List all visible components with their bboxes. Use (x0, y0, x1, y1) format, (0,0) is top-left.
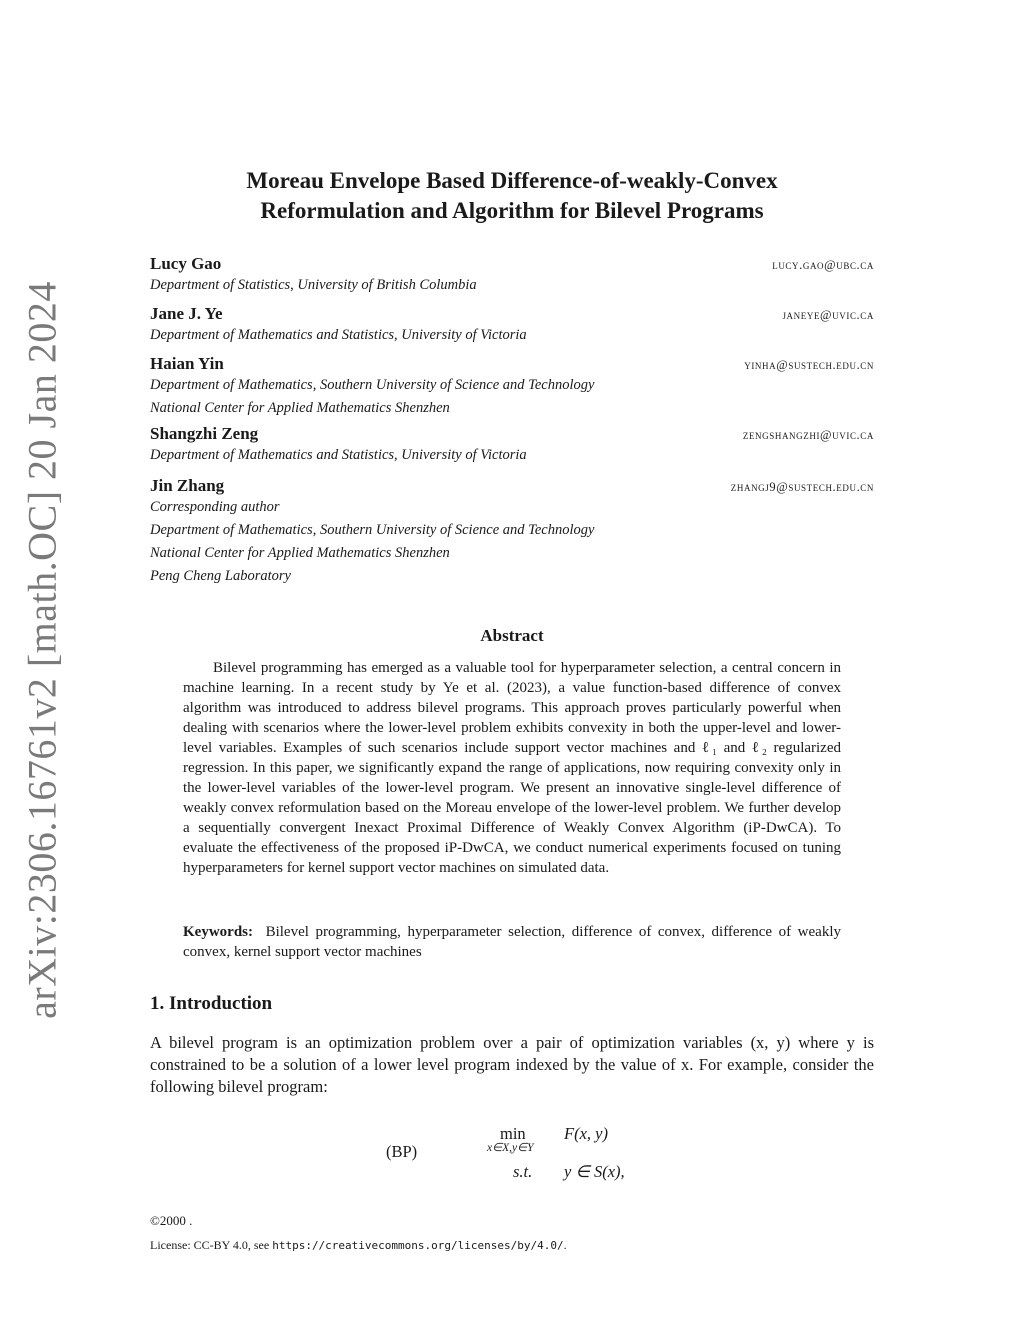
author-block (150, 424, 874, 467)
author-affiliation: National Center for Applied Mathematics Shenzhen (150, 545, 450, 561)
license-prefix: License: CC-BY 4.0, see (150, 1238, 273, 1252)
license-link[interactable]: https://creativecommons.org/licenses/by/4.0/ (272, 1239, 564, 1252)
keywords (183, 922, 841, 962)
abstract-text: Bilevel programming has emerged as a valuable tool for hyperparameter selection, a central concern in machine learning. In a recent study by Ye et al. (2023), a value function-based difference of convex algorithm was introduced to address bilevel programs. This approach proves particularly powerful when dealing with scenarios where the lower-level problem exhibits convexity in both the upper-level and lower-level variables. Examples of such scenarios include support vector machines and ℓ₁ and ℓ₂ regularized regression. In this paper, we significantly expand the range of applications, now requiring convexity only in the lower-level variables of the lower-level program. We present an innovative single-level difference of weakly convex reformulation based on the Moreau envelope of the lower-level problem. We further develop a sequentially convergent Inexact Proximal Difference of Weakly Convex Algorithm (iP-DwCA). To evaluate the effectiveness of the proposed iP-DwCA, we conduct numerical experiments focused on tuning hyperparameters for kernel support vector machines on simulated data. (183, 660, 841, 876)
author-name: Shangzhi Zeng (150, 424, 259, 443)
author-name: Haian Yin (150, 354, 224, 373)
author-email[interactable]: janeye@uvic.ca (782, 308, 874, 322)
author-affiliation: Department of Mathematics and Statistics, University of Victoria (150, 327, 527, 343)
equation-min: min (500, 1124, 526, 1143)
equation-constraint: y ∈ S(x), (564, 1162, 625, 1181)
keywords-label: Keywords: (183, 924, 253, 940)
arxiv-identifier: arXiv:2306.16761v2 [math.OC] 20 Jan 2024 (19, 281, 65, 1019)
paper-title (150, 166, 874, 226)
author-affiliation: National Center for Applied Mathematics Shenzhen (150, 400, 450, 416)
title-line-2: Reformulation and Algorithm for Bilevel Programs (260, 198, 764, 223)
author-email[interactable]: yinha@sustech.edu.cn (744, 358, 874, 372)
equation-objective: F(x, y) (564, 1124, 608, 1143)
author-block (150, 254, 874, 297)
author-email[interactable]: zhangj9@sustech.edu.cn (730, 480, 874, 494)
author-affiliation: Department of Mathematics, Southern University of Science and Technology (150, 522, 595, 538)
license-notice (150, 1238, 567, 1253)
author-name: Lucy Gao (150, 254, 222, 273)
author-block (150, 476, 874, 588)
author-affiliation: Department of Mathematics and Statistics, University of Victoria (150, 447, 527, 463)
copyright-notice: ©2000 . (150, 1213, 193, 1228)
equation-min-subscript: x∈X,y∈Y (487, 1142, 534, 1154)
author-email[interactable]: zengshangzhi@uvic.ca (742, 428, 874, 442)
author-affiliation: Corresponding author (150, 499, 280, 515)
equation-subject-to: s.t. (513, 1162, 533, 1181)
intro-paragraph: A bilevel program is an optimization problem over a pair of optimization variables (x, y) where y is constrained to be a solution of a lower level program indexed by the value of x. For example, consider the following bilevel program: (150, 1033, 874, 1096)
author-email[interactable]: lucy.gao@ubc.ca (772, 258, 874, 272)
author-affiliation: Department of Statistics, University of British Columbia (150, 277, 477, 293)
author-block (150, 304, 874, 347)
title-line-1: Moreau Envelope Based Difference-of-weakly-Convex (246, 168, 778, 193)
keywords-list: Bilevel programming, hyperparameter selection, difference of convex, difference of weakly convex, kernel support vector machines (183, 924, 842, 960)
author-affiliation: Department of Mathematics, Southern University of Science and Technology (150, 377, 595, 393)
license-suffix: . (563, 1238, 567, 1252)
author-block (150, 354, 874, 420)
author-name: Jane J. Ye (150, 304, 223, 323)
section-heading: 1. Introduction (150, 993, 273, 1014)
author-name: Jin Zhang (150, 476, 225, 495)
abstract-heading: Abstract (480, 626, 544, 645)
equation-label: (BP) (386, 1142, 418, 1161)
author-affiliation: Peng Cheng Laboratory (150, 568, 291, 584)
